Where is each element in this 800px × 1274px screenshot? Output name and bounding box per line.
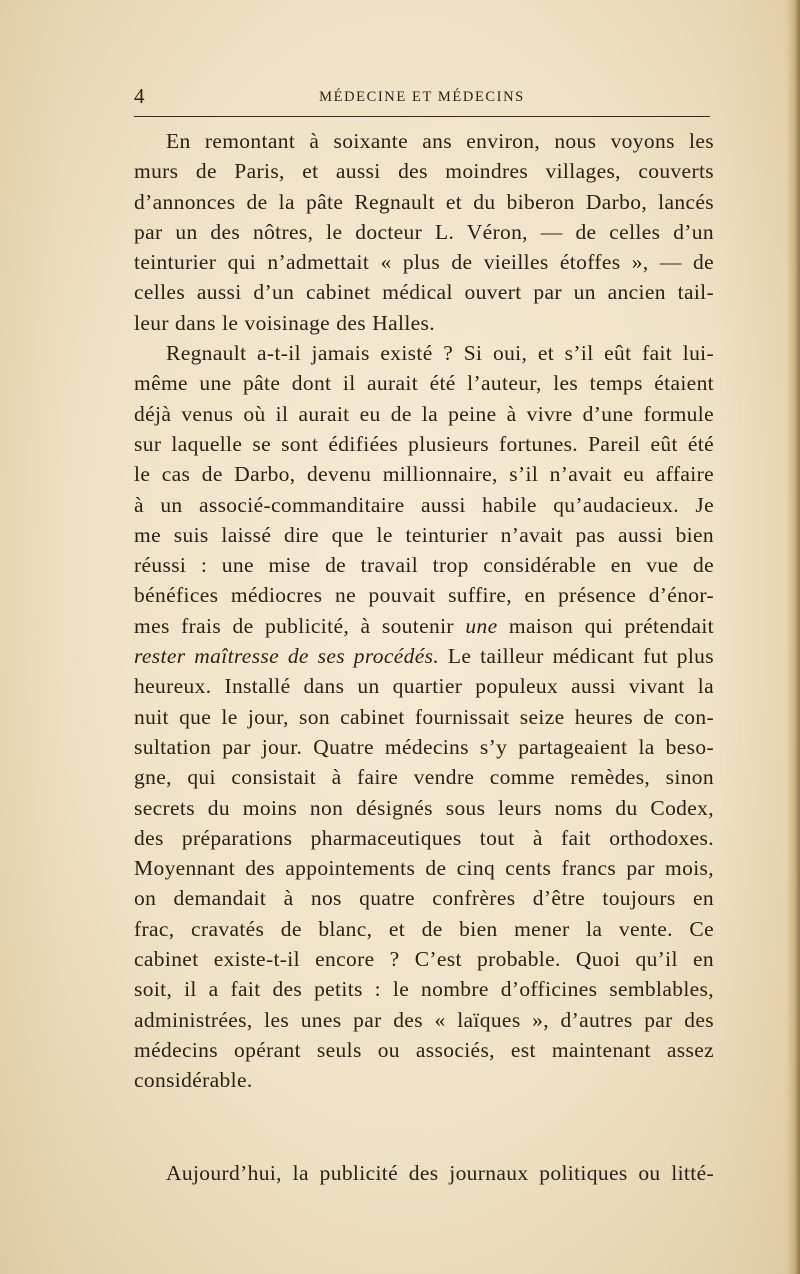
text-segment: mes frais de publicité, à soutenir [134,613,466,638]
text-line: nuit que le jour, son cabinet fournissait seize heures de con- [134,704,714,729]
text-line-with-italic [134,611,714,641]
text-line: le cas de Darbo, devenu millionnaire, s’il n’avait eu affaire [134,462,714,487]
text-line: cabinet existe-t-il encore ? C’est probable. Quoi qu’il en [134,947,714,972]
text-line: soit, il a fait des petits : le nombre d’officines semblables, [134,977,714,1002]
text-line: frac, cravatés de blanc, et de bien mener la vente. Ce [134,916,714,941]
text-line: des préparations pharmaceutiques tout à fait orthodoxes. [134,825,714,850]
text-line: médecins opérant seuls ou associés, est maintenant assez [134,1037,714,1062]
text-line: à un associé-commanditaire aussi habile qu’audacieux. Je [134,492,714,517]
text-line: considérable. [134,1068,253,1093]
running-title: MÉDECINE ET MÉDECINS [319,89,525,105]
text-line: d’annonces de la pâte Regnault et du biberon Darbo, lancés [134,189,714,214]
text-line: Moyennant des appointements de cinq cents francs par mois, [134,856,714,881]
text-line: gne, qui consistait à faire vendre comme remèdes, sinon [134,765,714,790]
paragraph-gap [134,1096,714,1158]
text-line: En remontant à soixante ans environ, nous voyons les [166,129,714,153]
text-line: sultation par jour. Quatre médecins s’y partageaient la beso- [134,734,714,759]
body-text [134,126,714,1188]
italic-text: rester maîtresse de ses procédés. [134,644,440,669]
text-line: Aujourd’hui, la publicité des journaux politiques ou litté- [166,1160,714,1185]
text-line: bénéfices médiocres ne pouvait suffire, en présence d’énor- [134,583,714,608]
text-line: on demandait à nos quatre confrères d’être toujours en [134,886,714,911]
text-segment: Le tailleur médicant fut plus [439,644,714,669]
text-line: teinturier qui n’admettait « plus de vieilles étoffes », — de [134,250,714,275]
text-line: même une pâte dont il aurait été l’auteur, les temps étaient [134,371,714,396]
text-line: me suis laissé dire que le teinturier n’avait pas aussi bien [134,522,714,547]
page-number: 4 [134,84,145,108]
text-line: déjà venus où il aurait eu de la peine à vivre d’une formule [134,401,714,426]
text-line: heureux. Installé dans un quartier populeux aussi vivant la [134,674,714,699]
text-line: administrées, les unes par des « laïques », d’autres par des [134,1007,714,1032]
text-line: celles aussi d’un cabinet médical ouvert par un ancien tail- [134,280,714,305]
text-line: murs de Paris, et aussi des moindres villages, couverts [134,159,714,184]
text-line: sur laquelle se sont édifiées plusieurs fortunes. Pareil eût été [134,431,714,456]
italic-text: une [465,613,498,638]
page-edge-shadow [786,0,800,1274]
text-line: par un des nôtres, le docteur L. Véron, — de celles d’un [134,219,714,244]
text-line: secrets du moins non désignés sous leurs noms du Codex, [134,795,714,820]
text-line-with-italic [134,641,714,671]
text-line: réussi : une mise de travail trop considérable en vue de [134,553,714,578]
page-header [134,84,710,114]
header-rule [134,116,710,117]
text-line: Regnault a-t-il jamais existé ? Si oui, et s’il eût fait lui- [166,341,714,366]
text-segment: maison qui prétendait [497,613,714,638]
text-line: leur dans le voisinage des Halles. [134,310,435,335]
